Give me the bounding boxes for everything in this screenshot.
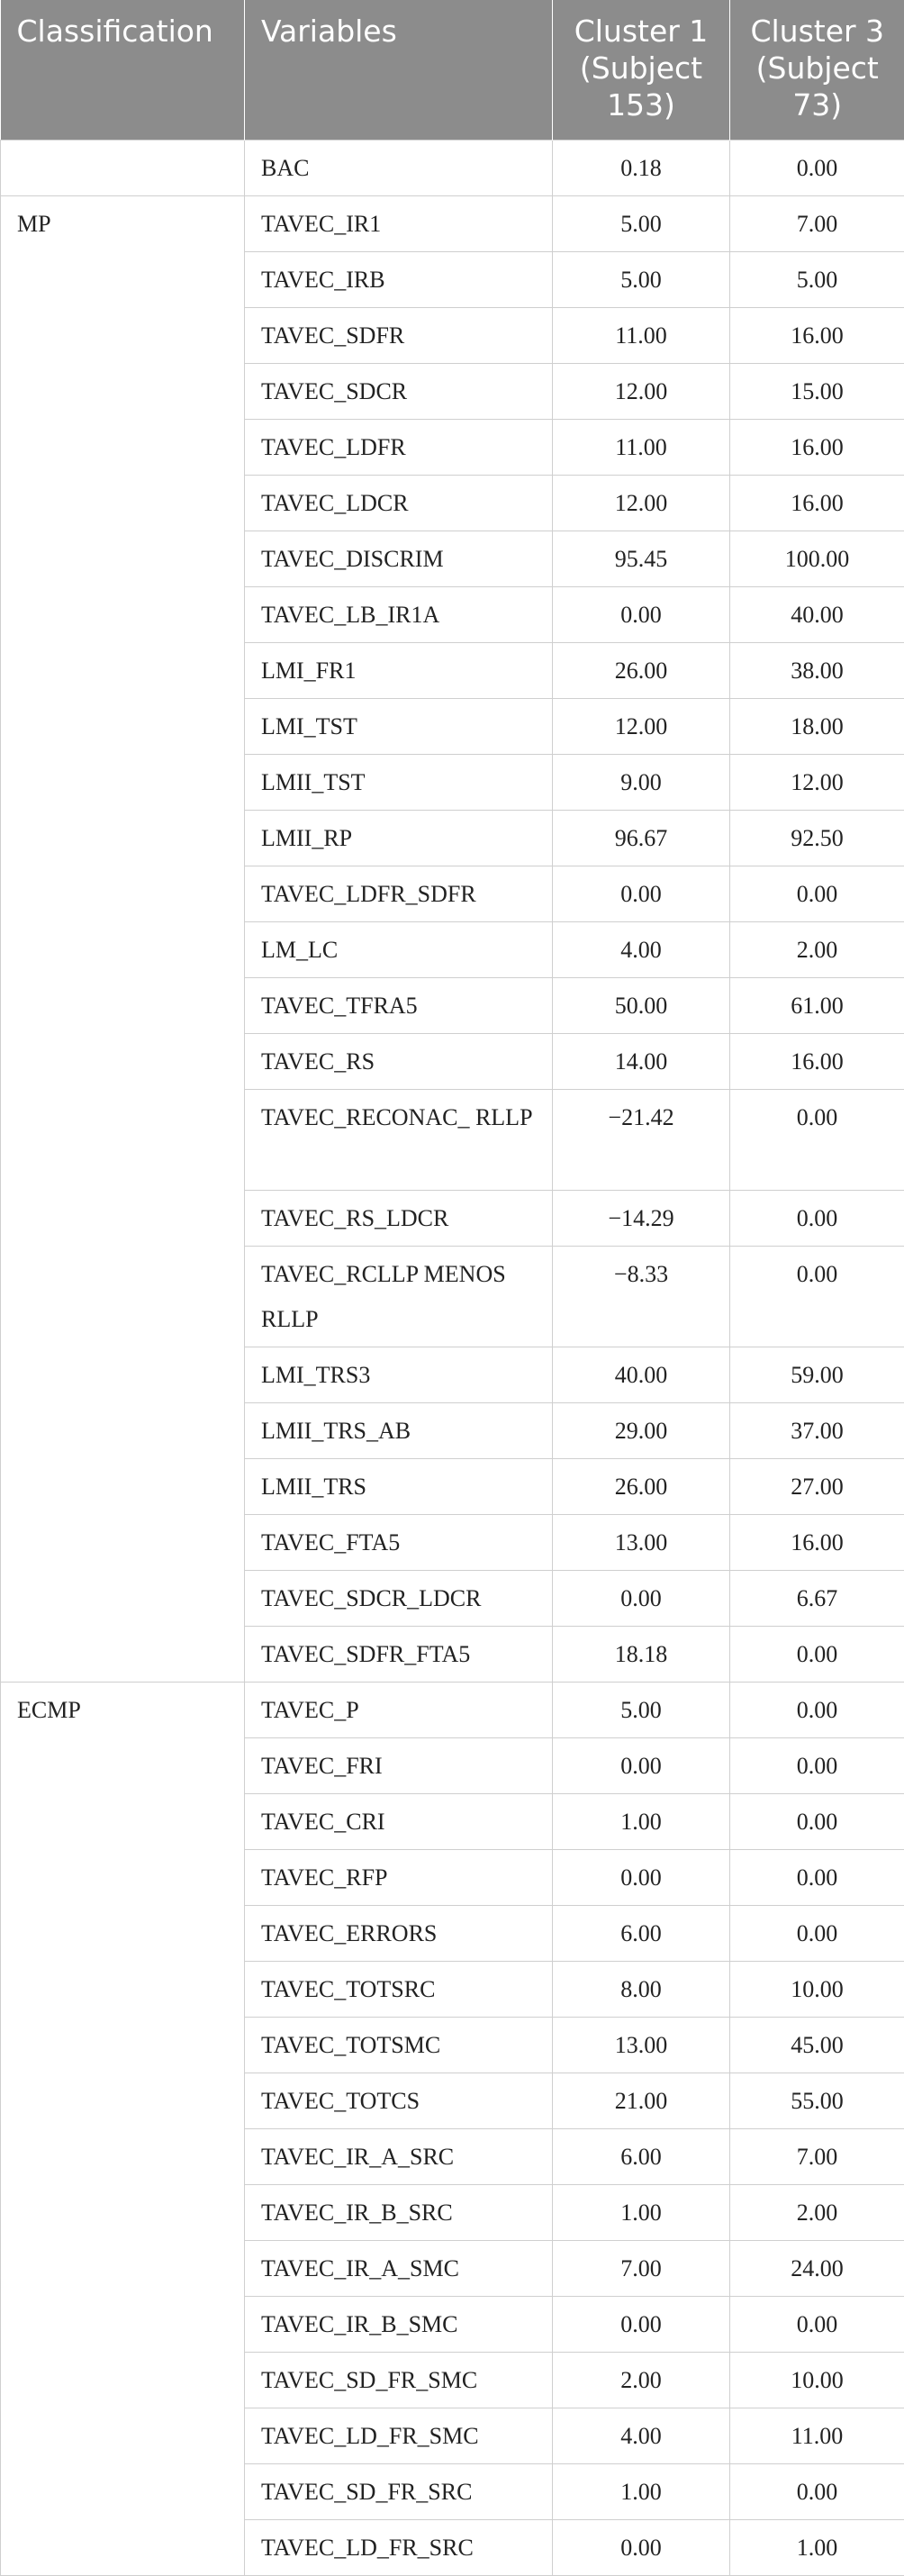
cluster-3-value: 0.00 xyxy=(730,140,904,195)
cluster-1-value: 6.00 xyxy=(553,2128,730,2184)
cluster-1-value: −14.29 xyxy=(553,1190,730,1246)
cluster-3-value: 0.00 xyxy=(730,1190,904,1246)
cluster-3-value: 45.00 xyxy=(730,2017,904,2073)
cluster-1-value: 0.18 xyxy=(553,140,730,195)
cluster-3-value: 0.00 xyxy=(730,1905,904,1961)
variable-cell: TAVEC_IR_A_SRC xyxy=(245,2128,553,2184)
classification-cell: ECMP xyxy=(1,1682,245,2575)
cluster-1-value: 13.00 xyxy=(553,1514,730,1570)
variable-cell: TAVEC_SDFR xyxy=(245,307,553,363)
variable-cell: LMII_TRS_AB xyxy=(245,1402,553,1458)
variable-cell: TAVEC_RS xyxy=(245,1033,553,1089)
cluster-3-value: 24.00 xyxy=(730,2240,904,2296)
cluster-3-value: 5.00 xyxy=(730,251,904,307)
cluster-1-value: 26.00 xyxy=(553,1458,730,1514)
cluster-3-value: 16.00 xyxy=(730,419,904,475)
cluster-3-value: 16.00 xyxy=(730,1033,904,1089)
cluster-1-value: 0.00 xyxy=(553,1737,730,1793)
cluster-3-value: 0.00 xyxy=(730,2296,904,2352)
header-cluster-1: Cluster 1 (Subject 153) xyxy=(553,0,730,140)
variable-cell: TAVEC_SDFR_FTA5 xyxy=(245,1626,553,1682)
cluster-1-value: 5.00 xyxy=(553,195,730,251)
cluster-3-value: 61.00 xyxy=(730,977,904,1033)
variable-cell: TAVEC_SD_FR_SMC xyxy=(245,2352,553,2408)
cluster-3-value: 92.50 xyxy=(730,810,904,866)
cluster-3-value: 0.00 xyxy=(730,1089,904,1190)
table-row xyxy=(1,1682,904,1737)
cluster-3-value: 27.00 xyxy=(730,1458,904,1514)
table-row xyxy=(1,140,904,195)
classification-cell xyxy=(1,140,245,195)
cluster-3-value: 12.00 xyxy=(730,754,904,810)
variable-cell: TAVEC_RECONAC_ RLLP xyxy=(245,1089,553,1190)
cluster-3-value: 7.00 xyxy=(730,2128,904,2184)
cluster-1-value: 2.00 xyxy=(553,2352,730,2408)
cluster-3-value: 100.00 xyxy=(730,531,904,586)
cluster-1-value: 12.00 xyxy=(553,475,730,531)
cluster-1-value: 96.67 xyxy=(553,810,730,866)
cluster-3-value: 0.00 xyxy=(730,2463,904,2519)
cluster-3-value: 0.00 xyxy=(730,866,904,921)
cluster-1-value: −21.42 xyxy=(553,1089,730,1190)
variable-cell: LMII_TRS xyxy=(245,1458,553,1514)
cluster-3-value: 0.00 xyxy=(730,1737,904,1793)
cluster-1-value: 95.45 xyxy=(553,531,730,586)
cluster-1-value: 12.00 xyxy=(553,698,730,754)
cluster-1-value: 40.00 xyxy=(553,1347,730,1402)
cluster-1-value: 9.00 xyxy=(553,754,730,810)
cluster-3-value: 18.00 xyxy=(730,698,904,754)
cluster-3-value: 0.00 xyxy=(730,1793,904,1849)
cluster-1-value: 0.00 xyxy=(553,2519,730,2575)
cluster-3-value: 55.00 xyxy=(730,2073,904,2128)
cluster-3-value: 0.00 xyxy=(730,1682,904,1737)
cluster-3-value: 11.00 xyxy=(730,2408,904,2463)
variable-cell: TAVEC_CRI xyxy=(245,1793,553,1849)
cluster-3-value: 2.00 xyxy=(730,2184,904,2240)
variable-cell: TAVEC_RS_LDCR xyxy=(245,1190,553,1246)
table-row xyxy=(1,195,904,251)
cluster-3-value: 10.00 xyxy=(730,1961,904,2017)
variable-cell: TAVEC_FRI xyxy=(245,1737,553,1793)
variable-cell: TAVEC_TOTSRC xyxy=(245,1961,553,2017)
cluster-1-value: 13.00 xyxy=(553,2017,730,2073)
cluster-1-value: 0.00 xyxy=(553,1570,730,1626)
cluster-1-value: 11.00 xyxy=(553,307,730,363)
variable-cell: TAVEC_LD_FR_SRC xyxy=(245,2519,553,2575)
variable-cell: TAVEC_ERRORS xyxy=(245,1905,553,1961)
cluster-1-value: 1.00 xyxy=(553,2463,730,2519)
cluster-1-value: 18.18 xyxy=(553,1626,730,1682)
cluster-3-value: 59.00 xyxy=(730,1347,904,1402)
cluster-1-value: 6.00 xyxy=(553,1905,730,1961)
cluster-3-value: 16.00 xyxy=(730,475,904,531)
variable-cell: TAVEC_SDCR xyxy=(245,363,553,419)
cluster-1-value: 11.00 xyxy=(553,419,730,475)
cluster-1-value: 21.00 xyxy=(553,2073,730,2128)
cluster-3-value: 15.00 xyxy=(730,363,904,419)
variable-cell: TAVEC_RFP xyxy=(245,1849,553,1905)
variable-cell: TAVEC_IR_B_SMC xyxy=(245,2296,553,2352)
cluster-1-value: 0.00 xyxy=(553,866,730,921)
variable-cell: TAVEC_DISCRIM xyxy=(245,531,553,586)
cluster-1-value: 5.00 xyxy=(553,251,730,307)
cluster-1-value: −8.33 xyxy=(553,1246,730,1347)
variable-cell: TAVEC_RCLLP MENOS RLLP xyxy=(245,1246,553,1347)
cluster-1-value: 8.00 xyxy=(553,1961,730,2017)
variable-cell: TAVEC_IRB xyxy=(245,251,553,307)
variable-cell: TAVEC_IR_B_SRC xyxy=(245,2184,553,2240)
variable-cell: BAC xyxy=(245,140,553,195)
variable-cell: TAVEC_IR1 xyxy=(245,195,553,251)
header-classification: Classification xyxy=(1,0,245,140)
cluster-3-value: 1.00 xyxy=(730,2519,904,2575)
cluster-3-value: 16.00 xyxy=(730,307,904,363)
cluster-3-value: 2.00 xyxy=(730,921,904,977)
cluster-1-value: 4.00 xyxy=(553,2408,730,2463)
classification-cell: MP xyxy=(1,195,245,1682)
variable-cell: TAVEC_LDFR_SDFR xyxy=(245,866,553,921)
cluster-3-value: 0.00 xyxy=(730,1246,904,1347)
cluster-1-value: 0.00 xyxy=(553,1849,730,1905)
variable-cell: LMI_FR1 xyxy=(245,642,553,698)
variable-cell: TAVEC_TOTSMC xyxy=(245,2017,553,2073)
variable-cell: TAVEC_LB_IR1A xyxy=(245,586,553,642)
header-cluster-3: Cluster 3 (Subject 73) xyxy=(730,0,904,140)
cluster-1-value: 1.00 xyxy=(553,1793,730,1849)
cluster-3-value: 0.00 xyxy=(730,1849,904,1905)
variable-cell: TAVEC_TFRA5 xyxy=(245,977,553,1033)
variable-cell: LM_LC xyxy=(245,921,553,977)
cluster-1-value: 0.00 xyxy=(553,2296,730,2352)
cluster-3-value: 40.00 xyxy=(730,586,904,642)
cluster-3-value: 7.00 xyxy=(730,195,904,251)
table-header xyxy=(1,0,904,140)
cluster-1-value: 50.00 xyxy=(553,977,730,1033)
cluster-3-value: 0.00 xyxy=(730,1626,904,1682)
variable-cell: LMII_TST xyxy=(245,754,553,810)
variable-cell: TAVEC_P xyxy=(245,1682,553,1737)
cluster-1-value: 5.00 xyxy=(553,1682,730,1737)
cluster-3-value: 37.00 xyxy=(730,1402,904,1458)
cluster-1-value: 7.00 xyxy=(553,2240,730,2296)
cluster-3-value: 6.67 xyxy=(730,1570,904,1626)
cluster-3-value: 10.00 xyxy=(730,2352,904,2408)
variable-cell: TAVEC_FTA5 xyxy=(245,1514,553,1570)
variable-cell: TAVEC_LDFR xyxy=(245,419,553,475)
cluster-1-value: 14.00 xyxy=(553,1033,730,1089)
cluster-1-value: 4.00 xyxy=(553,921,730,977)
variable-cell: LMII_RP xyxy=(245,810,553,866)
variable-cell: LMI_TRS3 xyxy=(245,1347,553,1402)
variable-cell: TAVEC_SD_FR_SRC xyxy=(245,2463,553,2519)
cluster-1-value: 0.00 xyxy=(553,586,730,642)
cluster-3-value: 38.00 xyxy=(730,642,904,698)
variable-cell: LMI_TST xyxy=(245,698,553,754)
header-row xyxy=(1,0,904,140)
table-body xyxy=(1,140,904,2575)
variable-cell: TAVEC_LDCR xyxy=(245,475,553,531)
variable-cell: TAVEC_SDCR_LDCR xyxy=(245,1570,553,1626)
cluster-1-value: 12.00 xyxy=(553,363,730,419)
cluster-1-value: 26.00 xyxy=(553,642,730,698)
variable-cell: TAVEC_LD_FR_SMC xyxy=(245,2408,553,2463)
cluster-3-value: 16.00 xyxy=(730,1514,904,1570)
cluster-1-value: 29.00 xyxy=(553,1402,730,1458)
cluster-1-value: 1.00 xyxy=(553,2184,730,2240)
variable-cell: TAVEC_TOTCS xyxy=(245,2073,553,2128)
header-variables: Variables xyxy=(245,0,553,140)
variable-cell: TAVEC_IR_A_SMC xyxy=(245,2240,553,2296)
